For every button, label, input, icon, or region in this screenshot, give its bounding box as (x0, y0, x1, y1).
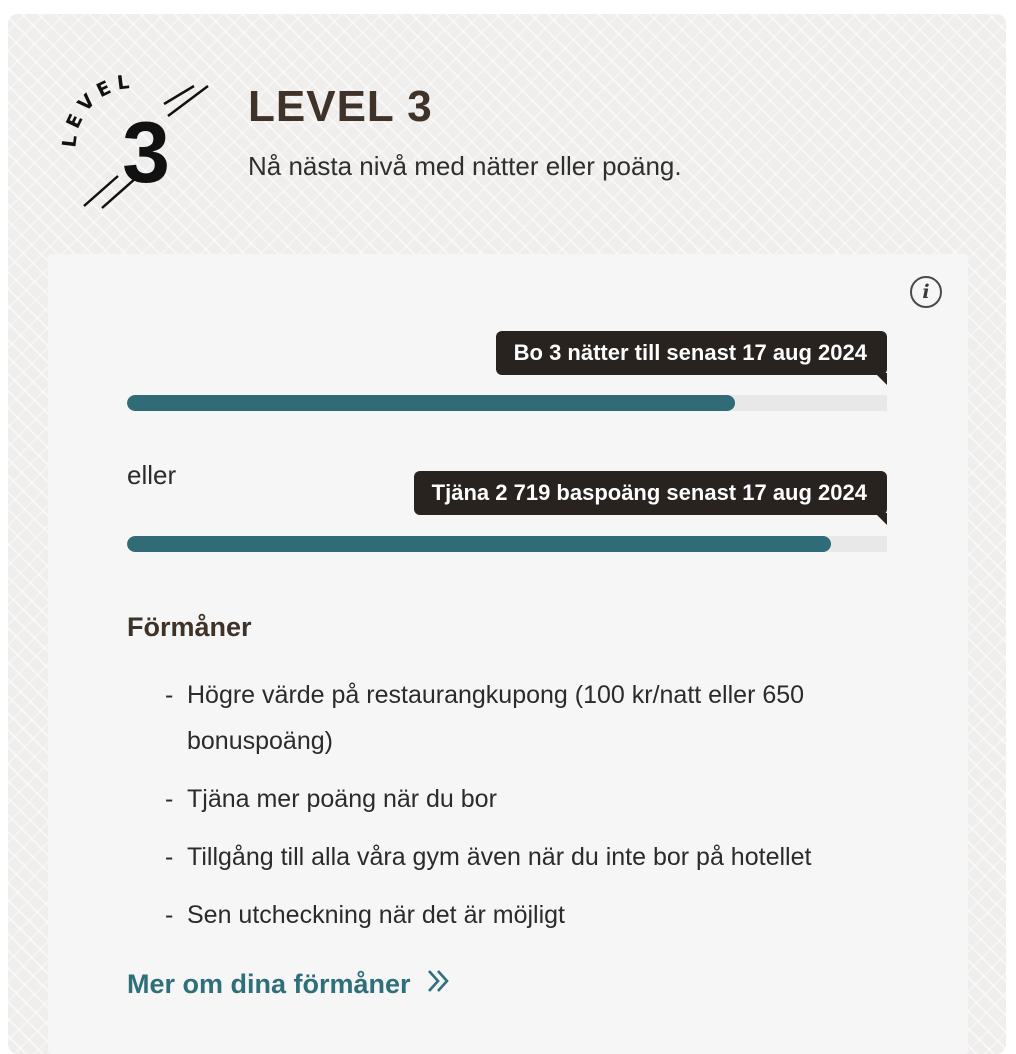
benefits-list (165, 672, 905, 950)
list-dash: - (165, 843, 174, 871)
list-item (165, 834, 905, 880)
or-separator: eller (127, 460, 177, 490)
double-chevron-right-icon (425, 968, 451, 1001)
benefit-text: Tjäna mer poäng när du bor (187, 785, 497, 813)
list-dash: - (165, 901, 174, 929)
nights-progress-label: Bo 3 nätter till senast 17 aug 2024 (496, 331, 887, 375)
info-glyph: i (922, 281, 930, 303)
points-progress-fill (127, 536, 831, 552)
list-item (165, 892, 905, 938)
page-title: LEVEL 3 (248, 82, 433, 131)
page-subtitle: Nå nästa nivå med nätter eller poäng. (248, 151, 682, 181)
benefit-text: Högre värde på restaurangkupong (100 kr/natt eller 650 bonuspoäng) (187, 681, 805, 755)
nights-progress-bar (127, 395, 887, 411)
list-dash: - (165, 681, 174, 709)
benefit-text: Tillgång till alla våra gym även när du inte bor på hotellet (187, 843, 812, 871)
list-item (165, 672, 905, 764)
more-benefits-label: Mer om dina förmåner (127, 969, 411, 999)
badge-number: 3 (122, 105, 170, 201)
more-benefits-link[interactable] (127, 968, 451, 1001)
points-progress-bar (127, 536, 887, 552)
nights-progress-fill (127, 395, 735, 411)
list-item (165, 776, 905, 822)
level-badge-icon (56, 64, 216, 214)
list-dash: - (165, 785, 174, 813)
info-icon[interactable] (910, 276, 942, 308)
badge-word: LEVEL (58, 70, 137, 149)
benefit-text: Sen utcheckning när det är möjligt (187, 901, 565, 929)
points-progress-label: Tjäna 2 719 baspoäng senast 17 aug 2024 (414, 471, 887, 515)
benefits-heading: Förmåner (127, 612, 252, 642)
